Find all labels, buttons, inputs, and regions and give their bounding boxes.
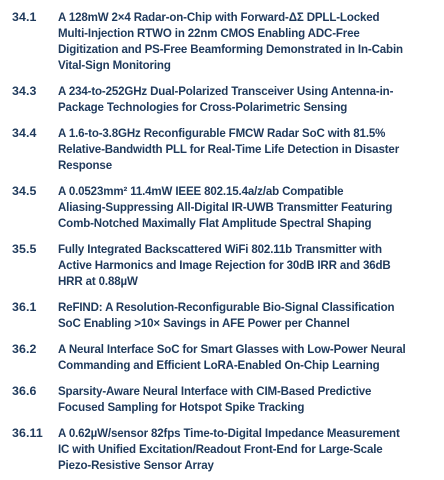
paper-entry: [12, 341, 438, 373]
paper-entry: [12, 9, 438, 73]
paper-title: Sparsity-Aware Neural Interface with CIM-Based Predictive Focused Sampling for Hotspot Spike Tracking: [58, 384, 372, 414]
paper-entry: [12, 383, 438, 415]
paper-number: 35.5: [12, 242, 37, 256]
paper-number: 34.4: [12, 126, 37, 140]
paper-title: Fully Integrated Backscattered WiFi 802.11b Transmitter with Active Harmonics and Image Rejection for 30dB IRR and 36dB HRR at 0.88µW: [58, 242, 391, 288]
paper-entry: [12, 125, 438, 173]
paper-number: 36.1: [12, 300, 37, 314]
paper-number: 34.3: [12, 84, 37, 98]
paper-entry: [12, 425, 438, 473]
paper-title: ReFIND: A Resolution-Reconfigurable Bio-Signal Classification SoC Enabling >10× Savings in AFE Power per Channel: [58, 300, 395, 330]
paper-number: 36.6: [12, 384, 37, 398]
paper-entry: [12, 183, 438, 231]
paper-entry: [12, 299, 438, 331]
paper-title: A 234-to-252GHz Dual-Polarized Transceiver Using Antenna-in- Package Technologies for Cross-Polarimetric Sensing: [58, 84, 394, 114]
paper-entry: [12, 241, 438, 289]
paper-title: A Neural Interface SoC for Smart Glasses with Low-Power Neural Commanding and Efficient LoRA-Enabled On-Chip Learning: [58, 342, 406, 372]
paper-title: A 0.62µW/sensor 82fps Time-to-Digital Impedance Measurement IC with Unified Excitation/Readout Front-End for Large-Scale Piezo-Resistive Sensor Array: [58, 426, 400, 472]
paper-number: 36.2: [12, 342, 37, 356]
paper-number: 34.1: [12, 10, 37, 24]
paper-title: A 0.0523mm² 11.4mW IEEE 802.15.4a/z/ab Compatible Aliasing-Suppressing All-Digital IR-UWB Transmitter Featuring Comb-Notched Maximally Flat Amplitude Spectral Shaping: [58, 184, 393, 230]
paper-number: 36.11: [12, 426, 43, 440]
paper-entry: [12, 83, 438, 115]
paper-number: 34.5: [12, 184, 37, 198]
paper-title: A 128mW 2×4 Radar-on-Chip with Forward-ΔΣ DPLL-Locked Multi-Injection RTWO in 22nm CMOS Enabling ADC-Free Digitization and PS-Free Beamforming Demonstrated in In-Cabin Vital-Sign Monitoring: [58, 10, 403, 72]
paper-title: A 1.6-to-3.8GHz Reconfigurable FMCW Radar SoC with 81.5% Relative-Bandwidth PLL for Real-Time Life Detection in Disaster Response: [58, 126, 400, 172]
